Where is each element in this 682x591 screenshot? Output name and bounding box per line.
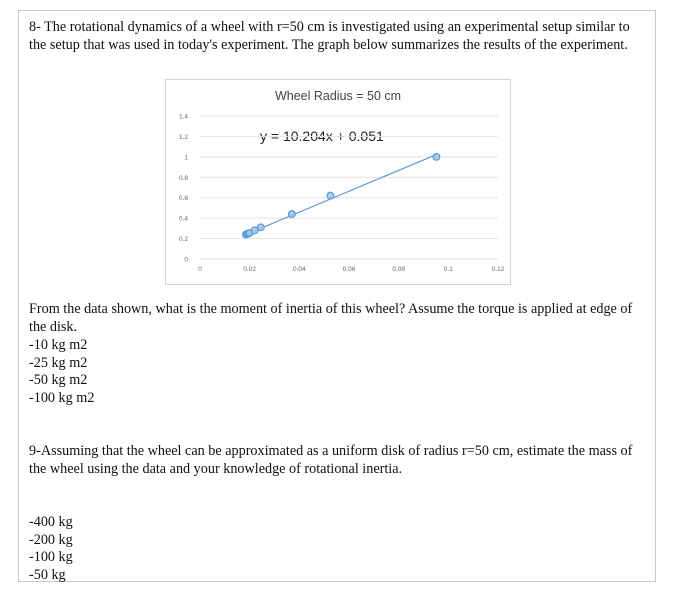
x-tick-label: 0.04 xyxy=(293,266,306,273)
trendline-equation: y = 10.204x + 0.051 xyxy=(260,128,384,144)
x-tick-label: 0.1 xyxy=(443,266,453,273)
q8-option-c: -50 kg m2 xyxy=(29,372,88,388)
chart xyxy=(165,79,511,285)
q9-option-d: -50 kg xyxy=(29,566,66,583)
q9-option-b: -200 kg xyxy=(29,531,73,548)
q8-option-a: -10 kg m2 xyxy=(29,337,88,353)
x-tick-label: 0 xyxy=(198,266,202,273)
q9-option-a: -400 kg xyxy=(29,514,73,530)
question-9-options xyxy=(29,514,644,584)
data-point xyxy=(327,192,334,199)
data-point xyxy=(288,211,295,218)
y-tick-label: 1 xyxy=(184,154,188,162)
question-8-prompt: 8- The rotational dynamics of a wheel with r=50 cm is investigated using an experimental setup similar to the setup that was used in today's experiment. The graph below summarizes the results of the experiment. xyxy=(29,19,630,53)
y-tick-label: 1.4 xyxy=(178,113,188,121)
y-tick-label: 0 xyxy=(184,256,188,264)
y-tick-label: 0.6 xyxy=(178,195,188,203)
chart-plot-area xyxy=(166,80,512,286)
q8-option-b: -25 kg m2 xyxy=(29,354,88,371)
x-tick-label: 0.12 xyxy=(491,266,505,273)
question-8-options xyxy=(29,337,644,407)
x-tick-label: 0.08 xyxy=(392,266,405,273)
y-tick-label: 1.2 xyxy=(178,133,188,141)
q9-option-c: -100 kg xyxy=(29,549,73,565)
y-tick-label: 0.2 xyxy=(178,236,188,244)
y-tick-label: 0.8 xyxy=(178,174,188,182)
chart-title: Wheel Radius = 50 cm xyxy=(274,89,402,103)
x-tick-label: 0.06 xyxy=(342,266,356,273)
question-9-prompt: 9-Assuming that the wheel can be approximated as a uniform disk of radius r=50 cm, estimate the mass of the wheel using the data and your knowledge of rotational inertia. xyxy=(29,443,633,477)
data-point xyxy=(257,224,264,231)
x-tick-label: 0.02 xyxy=(243,266,256,273)
data-point xyxy=(433,153,440,160)
trendline xyxy=(246,155,436,235)
y-tick-label: 0.4 xyxy=(178,215,188,223)
question-8-text: From the data shown, what is the moment of inertia of this wheel? Assume the torque is applied at edge of the disk. xyxy=(29,301,633,335)
q8-option-d: -100 kg m2 xyxy=(29,389,95,406)
